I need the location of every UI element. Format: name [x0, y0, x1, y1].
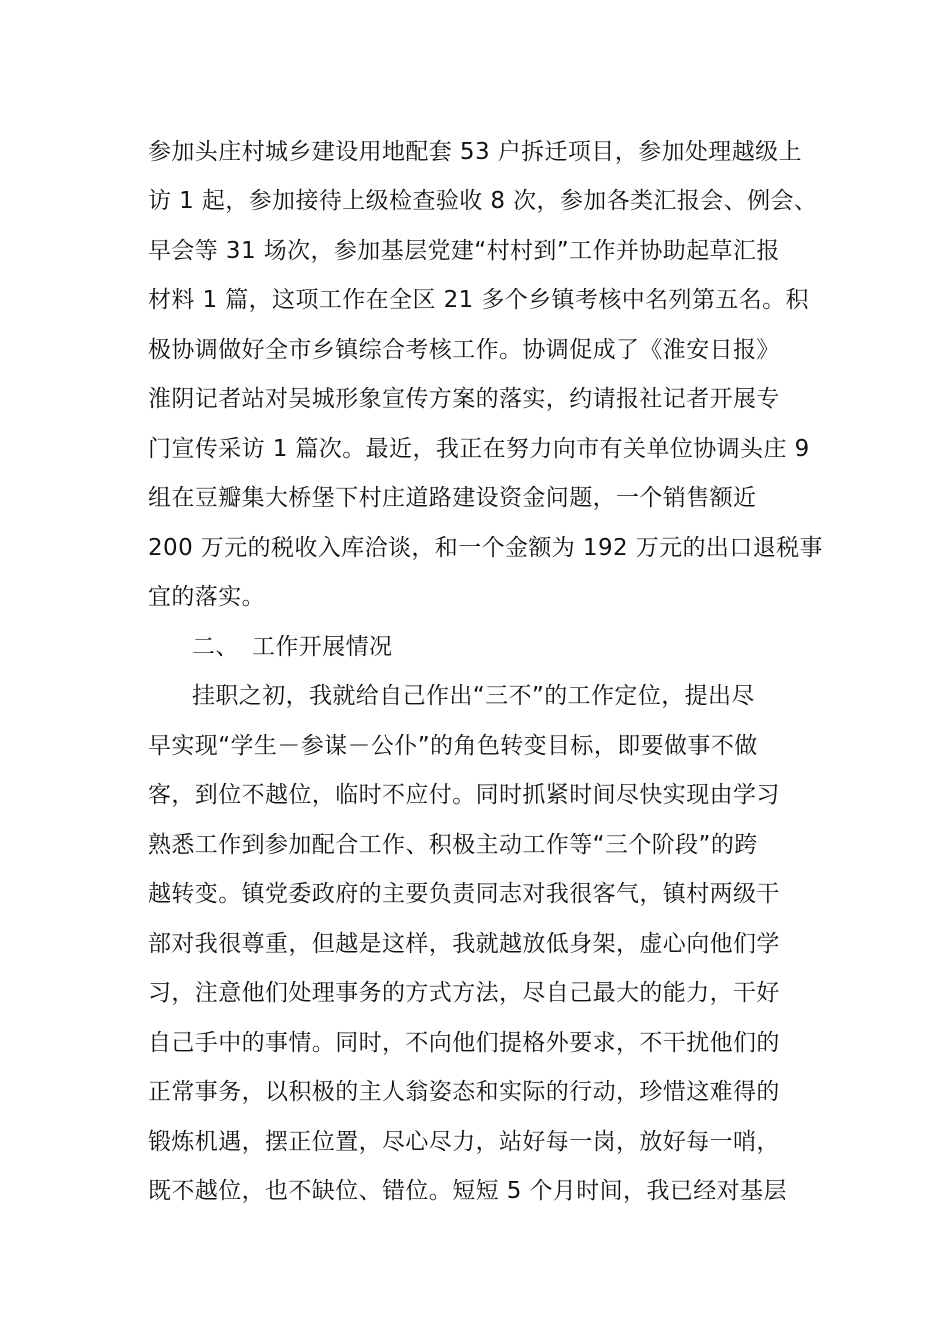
- paragraph-line: 既不越位，也不缺位、错位。短短 5 个月时间，我已经对基层: [148, 1178, 787, 1204]
- paragraph-line: 200 万元的税收入库洽谈，和一个金额为 192 万元的出口退税事: [148, 535, 823, 561]
- paragraph-line: 锻炼机遇，摆正位置，尽心尽力，站好每一岗，放好每一哨，: [148, 1129, 780, 1155]
- paragraph-line: 早会等 31 场次，参加基层党建“村村到”工作并协助起草汇报: [148, 238, 780, 264]
- paragraph-line: 越转变。镇党委政府的主要负责同志对我很客气，镇村两级干: [148, 881, 780, 907]
- paragraph-line: 挂职之初，我就给自己作出“三不”的工作定位，提出尽: [192, 683, 755, 709]
- paragraph-line: 客，到位不越位，临时不应付。同时抓紧时间尽快实现由学习: [148, 782, 780, 808]
- section-title: 工作开展情况: [252, 634, 393, 660]
- paragraph-line: 自己手中的事情。同时，不向他们提格外要求，不干扰他们的: [148, 1030, 780, 1056]
- paragraph-line: 极协调做好全市乡镇综合考核工作。协调促成了《淮安日报》: [148, 337, 780, 363]
- paragraph-line: 访 1 起，参加接待上级检查验收 8 次，参加各类汇报会、例会、: [148, 188, 818, 214]
- paragraph-line: 部对我很尊重，但越是这样，我就越放低身架，虚心向他们学: [148, 931, 780, 957]
- paragraph-line: 正常事务，以积极的主人翁姿态和实际的行动，珍惜这难得的: [148, 1079, 780, 1105]
- paragraph-line: 淮阴记者站对吴城形象宣传方案的落实，约请报社记者开展专: [148, 386, 780, 412]
- section-heading: [192, 632, 392, 662]
- paragraph-line: 材料 1 篇，这项工作在全区 21 多个乡镇考核中名列第五名。积: [148, 287, 809, 313]
- paragraph-line: 早实现“学生－参谋－公仆”的角色转变目标，即要做事不做: [148, 733, 758, 759]
- paragraph-line: 门宣传采访 1 篇次。最近，我正在努力向市有关单位协调头庄 9: [148, 436, 810, 462]
- paragraph-line: 习，注意他们处理事务的方式方法，尽自己最大的能力，干好: [148, 980, 780, 1006]
- paragraph-line: 宜的落实。: [148, 584, 265, 610]
- paragraph-line: 熟悉工作到参加配合工作、积极主动工作等“三个阶段”的跨: [148, 832, 758, 858]
- paragraph-line: 组在豆瓣集大桥堡下村庄道路建设资金问题，一个销售额近: [148, 485, 757, 511]
- section-number: 二、: [192, 634, 239, 660]
- paragraph-line: 参加头庄村城乡建设用地配套 53 户拆迁项目，参加处理越级上: [148, 139, 802, 165]
